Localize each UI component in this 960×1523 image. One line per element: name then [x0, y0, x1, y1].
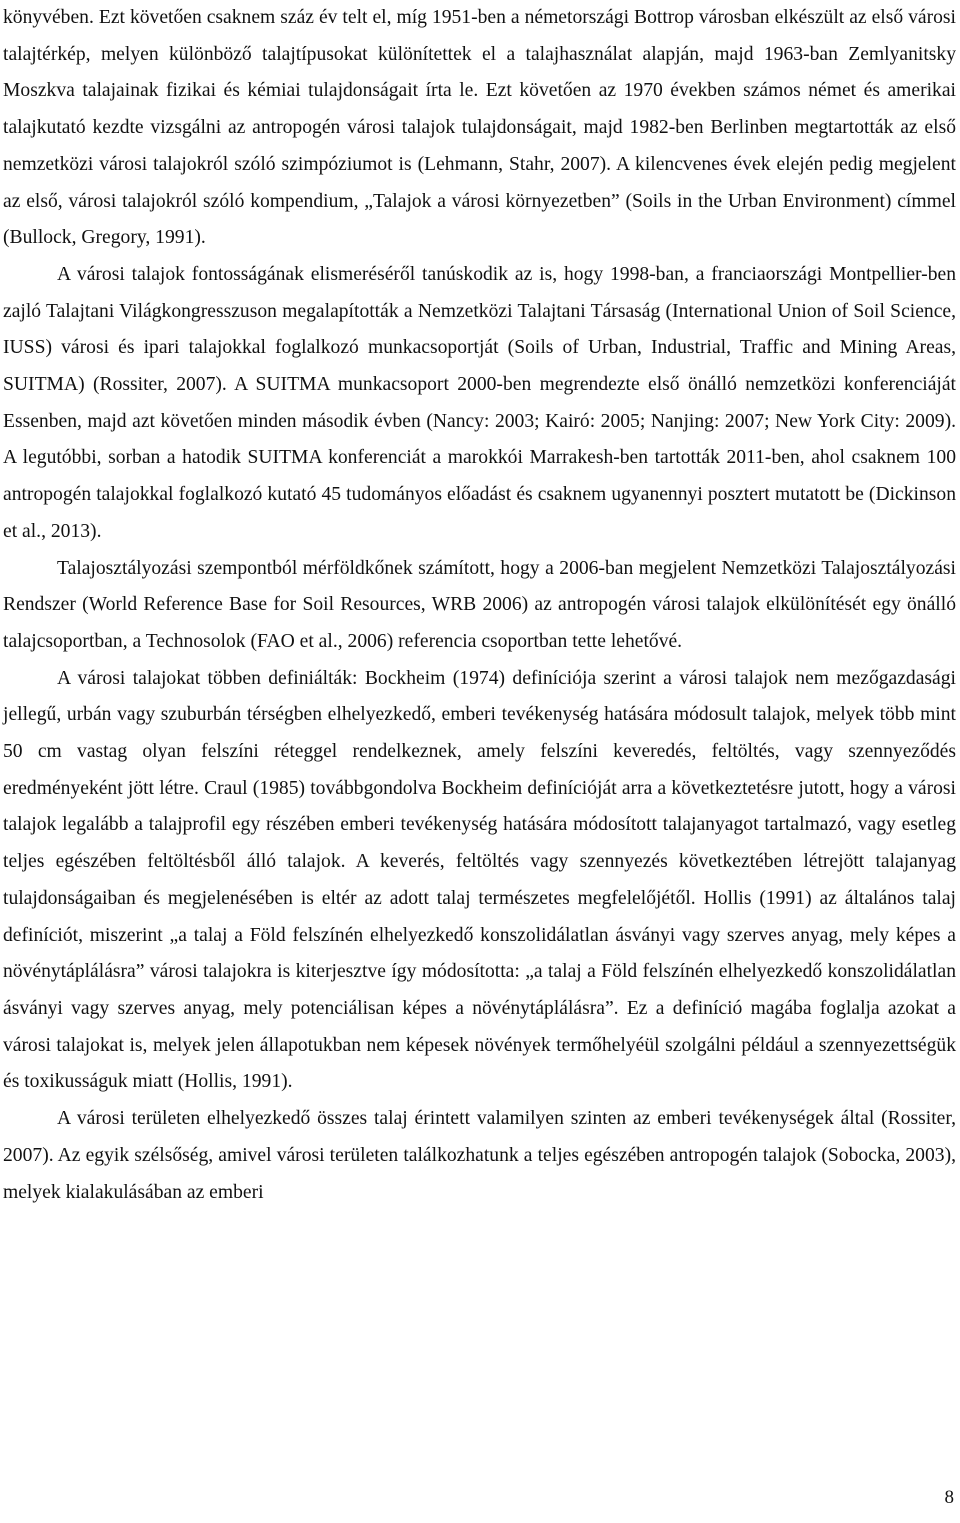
page-number: 8 [944, 1487, 954, 1508]
paragraph: könyvében. Ezt követően csaknem száz év telt el, míg 1951-ben a németországi Bottrop városban elkészült az első városi talajtérkép, melyen különböző talajtípusokat különítettek el a talajhasználat alapján, majd 1963-ban Zemlyanitsky Moszkva talajainak fizikai és kémiai tulajdonságait írta le. Ezt követően az 1970 években számos német és amerikai talajkutató kezdte vizsgálni az antropogén városi talajok tulajdonságait, majd 1982-ben Berlinben megtartották az első nemzetközi városi talajokról szóló szimpóziumot is (Lehmann, Stahr, 2007). A kilencvenes évek elején pedig megjelent az első, városi talajokról szóló kompendium, „Talajok a városi környezetben” (Soils in the Urban Environment) címmel (Bullock, Gregory, 1991). [3, 7, 956, 249]
paragraph: A városi területen elhelyezkedő összes talaj érintett valamilyen szinten az emberi tevékenységek által (Rossiter, 2007). Az egyik szélsőség, amivel városi területen találkozhatunk a teljes egészében antropogén talajok (Sobocka, 2003), melyek kialakulásában az emberi [3, 1108, 956, 1203]
body-text [3, 0, 956, 1211]
paragraph: A városi talajok fontosságának elismeréséről tanúskodik az is, hogy 1998-ban, a franciaországi Montpellier-ben zajló Talajtani Világkongresszuson megalapították a Nemzetközi Talajtani Társaság (International Union of Soil Science, IUSS) városi és ipari talajokkal foglalkozó munkacsoportját (Soils of Urban, Industrial, Traffic and Mining Areas, SUITMA) (Rossiter, 2007). A SUITMA munkacsoport 2000-ben megrendezte első önálló nemzetközi konferenciáját Essenben, majd azt követően minden második évben (Nancy: 2003; Kairó: 2005; Nanjing: 2007; New York City: 2009). A legutóbbi, sorban a hatodik SUITMA konferenciát a marokkói Marrakesh-ben tartották 2011-ben, ahol csaknem 100 antropogén talajokkal foglalkozó kutató 45 tudományos előadást és csaknem ugyanennyi posztert mutatott be (Dickinson et al., 2013). [3, 263, 956, 542]
paragraph: A városi talajokat többen definiálták: Bockheim (1974) definíciója szerint a városi talajok nem mezőgazdasági jellegű, urbán vagy szuburbán térségben elhelyezkedő, emberi tevékenység hatására módosult talajok, melyek több mint 50 cm vastag olyan felszíni réteggel rendelkeznek, amely felszíni keveredés, feltöltés, vagy szennyeződés eredményeként jött létre. Craul (1985) továbbgondolva Bockheim definícióját arra a következtetésre jutott, hogy a városi talajok legalább a talajprofil egy részében emberi tevékenység hatására módosított talajanyagot tartalmazó, vagy esetleg teljes egészében feltöltésből álló talajok. A keverés, feltöltés vagy szennyezés következtében létrejött talajanyag tulajdonságaiban és megjelenésében is eltér az adott talaj természetes megfelelőjétől. Hollis (1991) az általános talaj definíciót, miszerint „a talaj a Föld felszínén elhelyezkedő konszolidálatlan ásványi vagy szerves anyag, mely képes a növénytáplálásra” városi talajokra is kiterjesztve így módosította: „a talaj a Föld felszínén elhelyezkedő konszolidálatlan ásványi vagy szerves anyag, mely potenciálisan képes a növénytáplálásra”. Ez a definíció magába foglalja azokat a városi talajokat is, melyek jelen állapotukban nem képesek növények termőhelyéül szolgálni például a szennyezettségük és toxikusságuk miatt (Hollis, 1991). [3, 667, 956, 1093]
paragraph: Talajosztályozási szempontból mérföldkőnek számított, hogy a 2006-ban megjelent Nemzetközi Talajosztályozási Rendszer (World Reference Base for Soil Resources, WRB 2006) az antropogén városi talajok elkülönítését egy önálló talajcsoportban, a Technosolok (FAO et al., 2006) referencia csoportban tette lehetővé. [3, 557, 956, 652]
